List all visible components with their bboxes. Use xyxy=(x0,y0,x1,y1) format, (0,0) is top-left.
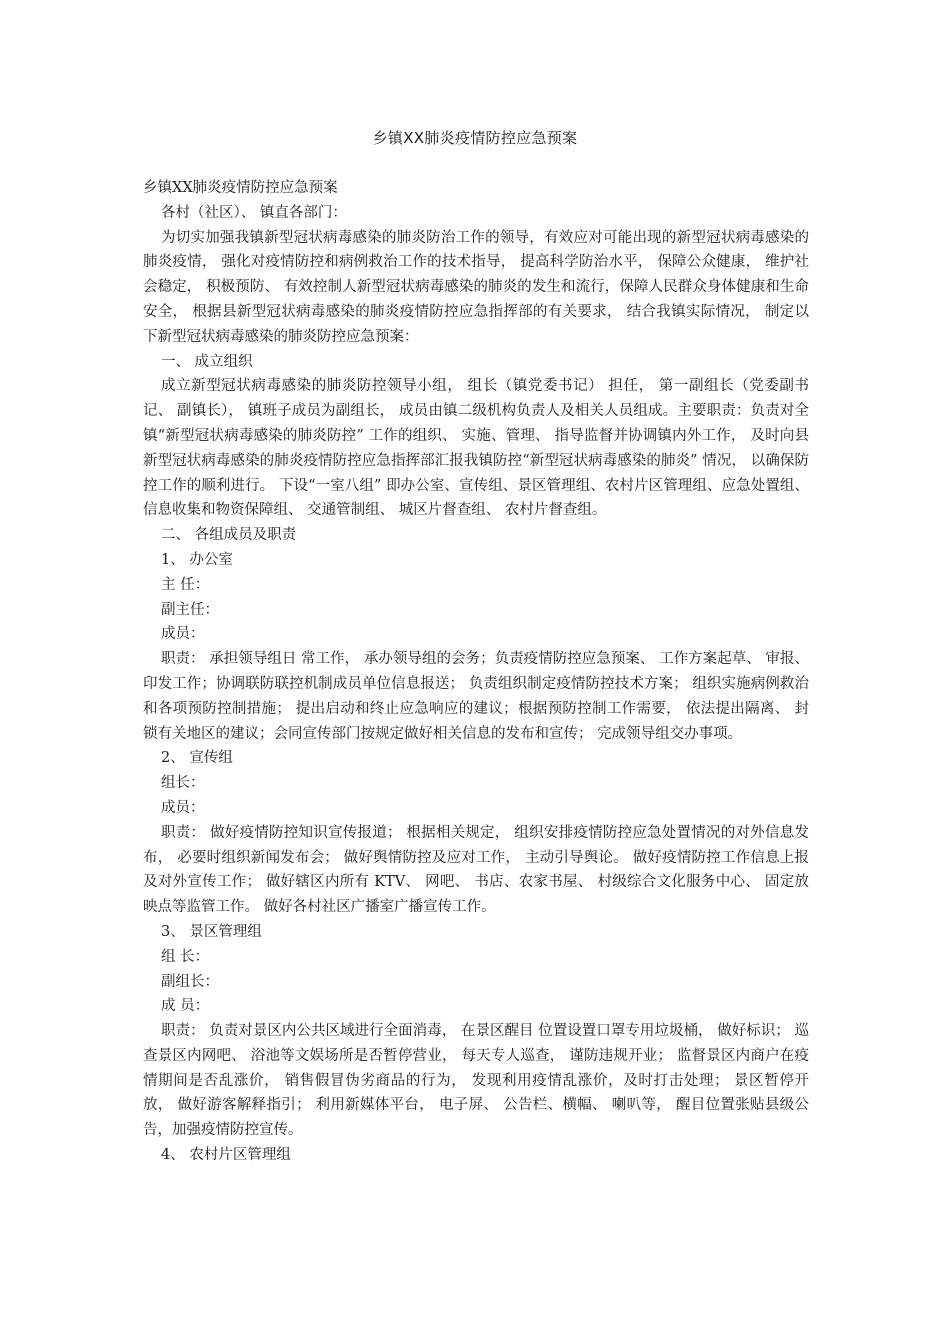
scenic-duties-paragraph: 职责： 负责对景区内公共区域进行全面消毒， 在景区醒目 位置设置口罩专用垃圾桶， 做好标识； 巡查景区内网吧、 浴池等文娱场所是否暂停营业， 每天专人巡查， 谨防违规开业； 监督景区内商户在疫情期间是否乱涨价， 销售假冒伪劣商品的行为， 发现利用疫情乱涨价，及时打击处理； 景区暂停开放， 做好游客解释指引； 利用新媒体平台， 电子屏、 公告栏、横幅、 喇叭等， 醒目位置张贴县级公告，加强疫情防控宣传。 xyxy=(143,1023,809,1139)
section-1-paragraph: 成立新型冠状病毒感染的肺炎防控领导小组， 组长（镇党委书记） 担任， 第一副组长（党委副书记、 副镇长）， 镇班子成员为副组长， 成员由镇二级机构负责人及相关人员组成。主要职责：负责对全镇“新型冠状病毒感染的肺炎防控” 工作的组织、 实施、管理、 指导监督并协调镇内外工作， 及时向县新型冠状病毒感染的肺炎疫情防控应急指挥部汇报我镇防控“新型冠状病毒感染的肺炎” 情况， 以确保防控工作的顺利进行。 下设“一室八组” 即办公室、宣传组、景区管理组、农村片区管理组、应急处置组、信息收集和物资保障组、 交通管制组、 城区片督查组、 农村片督查组。 xyxy=(143,378,809,519)
section-heading-2: 二、 各组成员及职责 xyxy=(161,527,297,544)
scenic-deputy-line: 副组长： xyxy=(161,973,219,990)
publicity-members-line: 成员： xyxy=(161,799,205,816)
office-duties-paragraph: 职责： 承担领导组日 常工作， 承办领导组的会务；负责疫情防控应急预案、 工作方案起草、 审报、 印发工作；协调联防联控机制成员单位信息报送； 负责组织制定疫情防控技术方案； 组织实施病例救治和各项预防控制措施； 提出启动和终止应急响应的建议；根据预防控制工作需要， 依法提出隔离、 封锁有关地区的建议；会同宣传部门按规定做好相关信息的发布和宣传； 完成领导组交办事项。 xyxy=(143,651,809,742)
subsection-publicity-heading: 2、 宣传组 xyxy=(161,750,233,767)
document-body xyxy=(143,176,809,1168)
document-title: 乡镇XX肺炎疫情防控应急预案 xyxy=(372,129,578,147)
office-deputy-line: 副主任： xyxy=(161,601,219,618)
subsection-office-heading: 1、 办公室 xyxy=(161,551,233,568)
office-members-line: 成员： xyxy=(161,626,205,643)
body-heading: 乡镇XX肺炎疫情防控应急预案 xyxy=(143,180,338,196)
subsection-scenic-heading: 3、 景区管理组 xyxy=(161,923,262,940)
section-heading-1: 一、 成立组织 xyxy=(161,353,253,370)
scenic-leader-line: 组 长： xyxy=(161,948,210,965)
salutation: 各村（社区）、 镇直各部门： xyxy=(161,204,347,221)
publicity-leader-line: 组长： xyxy=(161,775,205,792)
subsection-rural-heading: 4、 农村片区管理组 xyxy=(161,1147,291,1164)
intro-paragraph: 为切实加强我镇新型冠状病毒感染的肺炎防治工作的领导，有效应对可能出现的新型冠状病毒感染的肺炎疫情， 强化对疫情防控和病例救治工作的技术指导， 提高科学防治水平， 保障公众健康， 维护社会稳定， 积极预防、 有效控制人新型冠状病毒感染的肺炎的发生和流行，保障人民群众身体健康和生命安全， 根据县新型冠状病毒感染的肺炎疫情防控应急指挥部的有关要求， 结合我镇实际情况， 制定以下新型冠状病毒感染的肺炎防控应急预案： xyxy=(143,229,809,345)
publicity-duties-paragraph: 职责： 做好疫情防控知识宣传报道； 根据相关规定， 组织安排疫情防控应急处置情况的对外信息发布， 必要时组织新闻发布会； 做好舆情防控及应对工作， 主动引导舆论。 做好疫情防控工作信息上报及对外宣传工作； 做好辖区内所有 KTV、 网吧、 书店、农家书屋、 村级综合文化服务中心、 固定放映点等监管工作。 做好各村社区广播室广播宣传工作。 xyxy=(143,824,809,916)
scenic-members-line: 成 员： xyxy=(161,998,210,1015)
office-director-line: 主 任： xyxy=(161,576,210,593)
